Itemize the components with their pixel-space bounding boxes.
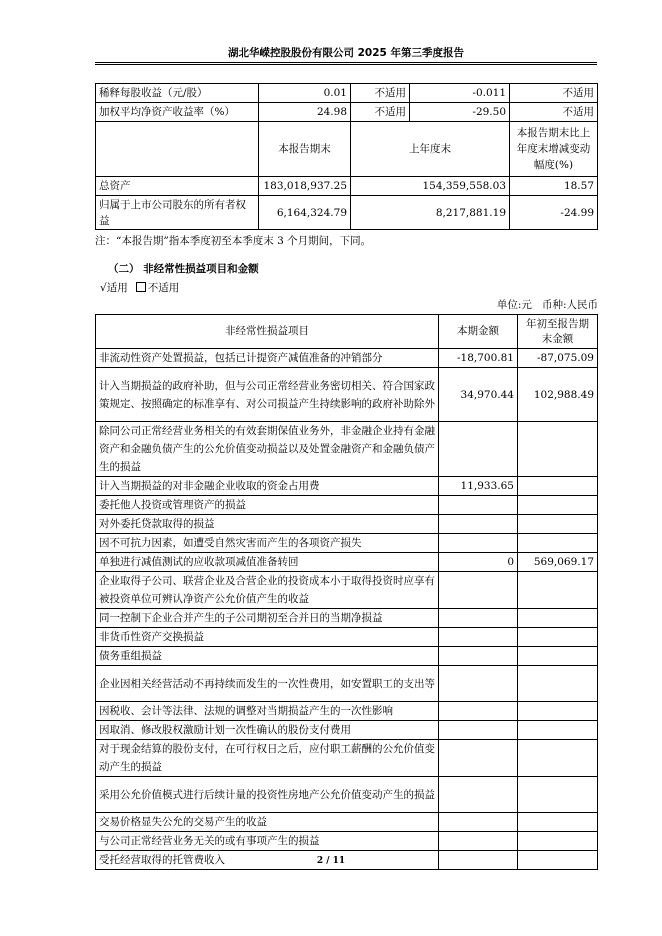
cell-current [439,832,518,851]
table-row [96,368,598,422]
cell-item: 因取消、修改股权激励计划一次性确认的股份支付费用 [96,721,439,740]
cell-current: 11,933.65 [439,477,518,496]
unit-currency-label [497,297,598,312]
table-row [96,813,598,832]
cell-current [439,721,518,740]
cell-ytd [518,477,598,496]
cell-ytd: 102,988.49 [518,368,598,422]
cell-item: 委托他人投资或管理资产的损益 [96,496,439,515]
cell-item: 除同公司正常经营业务相关的有效套期保值业务外，非金融企业持有金融资产和金融负债产生的公允价值变动损益以及处置金融资产和金融负债产生的损益 [96,422,439,477]
cell-item: 与公司正常经营业务无关的或有事项产生的损益 [96,832,439,851]
cell-value: 8,217,881.19 [351,196,510,230]
cell-value: 183,018,937.25 [259,177,351,196]
cell-value: 不适用 [510,103,598,122]
cell-item: 对于现金结算的股份支付，在可行权日之后，应付职工薪酬的公允价值变动产生的损益 [96,740,439,777]
cell-ytd [518,832,598,851]
table-row [96,496,598,515]
column-header: 本报告期末比上年度末增减变动幅度(%) [510,122,598,177]
not-applicable-label: 不适用 [147,282,180,294]
cell-ytd [518,647,598,666]
applicable-checked-label: √适用 [100,282,128,294]
cell-ytd [518,628,598,647]
cell-current [439,609,518,628]
unchecked-box-icon [136,282,146,292]
cell-item: 受托经营取得的托管费收入 [96,851,439,870]
cell-item: 企业取得子公司、联营企业及合营企业的投资成本小于取得投资时应享有被投资单位可辨认净资产公允价值产生的收益 [96,572,439,609]
cell-ytd [518,666,598,702]
row-label: 稀释每股收益（元/股） [96,84,259,103]
table-note: 注：“本报告期”指本季度初至本季度末 3 个月期间，下同。 [95,235,372,247]
cell-value: 18.57 [510,177,598,196]
cell-current [439,666,518,702]
table-row [96,832,598,851]
table-row [96,103,598,122]
column-header-ytd: 年初至报告期末金额 [518,315,598,349]
cell-item: 非货币性资产交换损益 [96,628,439,647]
cell-item: 同一控制下企业合并产生的子公司期初至合并日的当期净损益 [96,609,439,628]
cell-current [439,813,518,832]
cell-value: 不适用 [351,103,410,122]
cell-item: 计入当期损益的对非金融企业收取的资金占用费 [96,477,439,496]
header-rule-double [95,64,597,65]
cell-value: -29.50 [410,103,510,122]
cell-current [439,572,518,609]
table-row [96,666,598,702]
cell-current [439,496,518,515]
cell-item: 采用公允价值模式进行后续计量的投资性房地产公允价值变动产生的损益 [96,777,439,813]
cell-current [439,628,518,647]
cell-value: 154,359,558.03 [351,177,510,196]
table-row [96,572,598,609]
cell-value: 6,164,324.79 [259,196,351,230]
table-row [96,628,598,647]
table-row [96,477,598,496]
cell-value: 不适用 [351,84,410,103]
cell-current: -18,700.81 [439,349,518,368]
column-header: 本报告期末 [259,122,351,177]
cell-ytd [518,534,598,553]
table-row [96,777,598,813]
table-header-row [96,122,598,177]
cell-value: -24.99 [510,196,598,230]
applicability-options [100,280,179,295]
key-financial-indicators-table [95,83,598,230]
cell-ytd [518,777,598,813]
table-row [96,422,598,477]
unit-label: 单位:元 [496,299,532,311]
cell-item: 债务重组损益 [96,647,439,666]
table-row [96,515,598,534]
cell-current: 0 [439,553,518,572]
page-number: 2 / 11 [316,856,346,866]
cell-ytd [518,609,598,628]
cell-ytd [518,740,598,777]
cell-current [439,702,518,721]
cell-item: 计入当期损益的政府补助，但与公司正常经营业务密切相关、符合国家政策规定、按照确定的标准享有、对公司损益产生持续影响的政府补助除外 [96,368,439,422]
table-row [96,721,598,740]
column-header: 上年度末 [351,122,510,177]
cell-ytd: 569,069.17 [518,553,598,572]
table-row [96,196,598,230]
header-rule [95,62,597,63]
cell-value: 24.98 [259,103,351,122]
cell-item: 因不可抗力因素，如遭受自然灾害而产生的各项资产损失 [96,534,439,553]
cell-current [439,515,518,534]
cell-ytd [518,422,598,477]
row-label: 归属于上市公司股东的所有者权益 [96,196,259,230]
cell-current [439,740,518,777]
cell-current [439,422,518,477]
currency-label: 币种:人民币 [541,299,598,311]
table-row [96,84,598,103]
table-row [96,740,598,777]
table-row [96,177,598,196]
section-title: （二） 非经常性损益项目和金额 [108,263,259,275]
table-body [96,349,598,870]
cell-value: 0.01 [259,84,351,103]
cell-item: 企业因相关经营活动不再持续而发生的一次性费用，如安置职工的支出等 [96,666,439,702]
cell-current [439,647,518,666]
column-header-item: 非经常性损益项目 [96,315,439,349]
non-recurring-gains-table [95,314,598,870]
cell-ytd [518,515,598,534]
row-label: 加权平均净资产收益率（%） [96,103,259,122]
cell-value: -0.011 [410,84,510,103]
page-header-title: 湖北华嵘控股股份有限公司 2025 年第三季度报告 [227,47,465,59]
row-label: 总资产 [96,177,259,196]
table-row [96,609,598,628]
table-row [96,349,598,368]
cell-ytd [518,572,598,609]
cell-ytd [518,702,598,721]
column-header-current: 本期金额 [439,315,518,349]
table-row [96,534,598,553]
table-row [96,702,598,721]
table-row [96,647,598,666]
cell-item: 非流动性资产处置损益，包括已计提资产减值准备的冲销部分 [96,349,439,368]
cell-item: 交易价格显失公允的交易产生的收益 [96,813,439,832]
cell-value: 不适用 [510,84,598,103]
cell-ytd: -87,075.09 [518,349,598,368]
table-row [96,553,598,572]
cell-current [439,534,518,553]
cell-current: 34,970.44 [439,368,518,422]
cell-ytd [518,496,598,515]
cell-ytd [518,721,598,740]
cell-current [439,777,518,813]
cell-item: 单独进行减值测试的应收款项减值准备转回 [96,553,439,572]
cell-ytd [518,813,598,832]
cell-item: 对外委托贷款取得的损益 [96,515,439,534]
empty-cell [96,122,259,177]
cell-item: 因税收、会计等法律、法规的调整对当期损益产生的一次性影响 [96,702,439,721]
table-header-row [96,315,598,349]
